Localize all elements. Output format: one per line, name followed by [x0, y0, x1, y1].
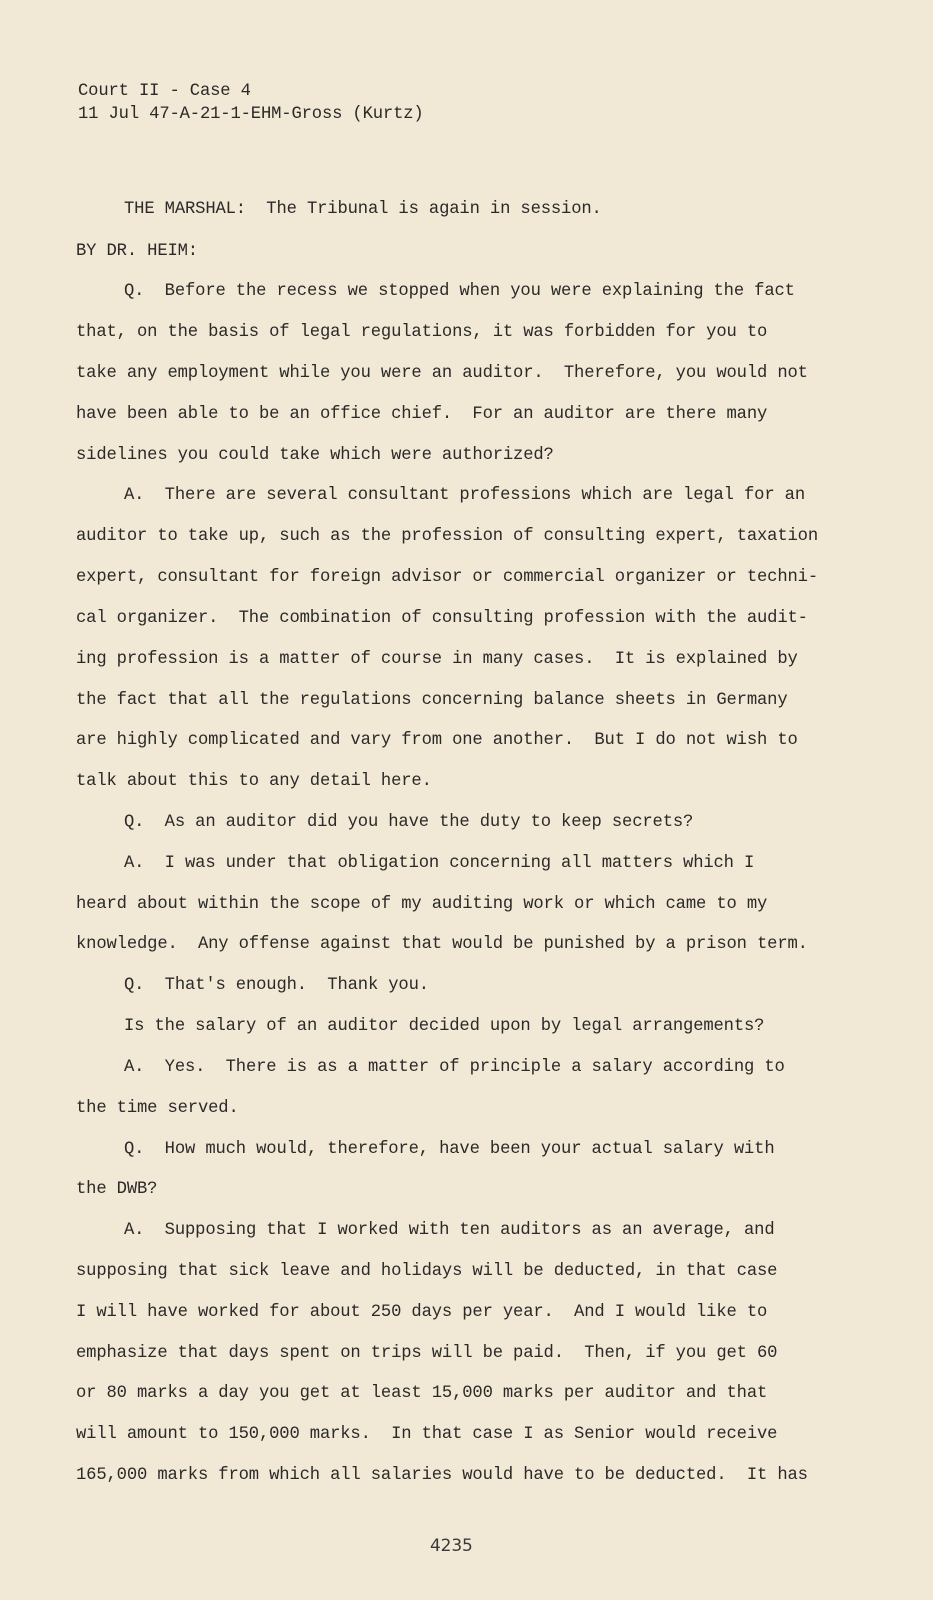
text-line: knowledge. Any offense against that would be punished by a prison term. [76, 935, 808, 954]
text-line: expert, consultant for foreign advisor or commercial organizer or techni- [76, 568, 818, 587]
text-line: A. Supposing that I worked with ten auditors as an average, and [124, 1221, 775, 1240]
text-line: A. There are several consultant professions which are legal for an [124, 486, 806, 505]
marshal-statement: THE MARSHAL: The Tribunal is again in session. [124, 200, 602, 219]
examiner-heading: BY DR. HEIM: [76, 242, 198, 261]
text-line: cal organizer. The combination of consulting profession with the audit- [76, 609, 808, 628]
text-line: Q. How much would, therefore, have been your actual salary with [124, 1140, 775, 1159]
text-line: the fact that all the regulations concerning balance sheets in Germany [76, 691, 788, 710]
reference-line: 11 Jul 47-A-21-1-EHM-Gross (Kurtz) [78, 105, 424, 124]
text-line: I will have worked for about 250 days per year. And I would like to [76, 1303, 768, 1322]
page-number: 4235 [430, 1536, 473, 1556]
text-line: A. I was under that obligation concerning all matters which I [124, 854, 755, 873]
text-line: ing profession is a matter of course in many cases. It is explained by [76, 650, 798, 669]
text-line: sidelines you could take which were authorized? [76, 446, 554, 465]
text-line: have been able to be an office chief. For an auditor are there many [76, 405, 768, 424]
text-line: are highly complicated and vary from one another. But I do not wish to [76, 731, 798, 750]
text-line: Is the salary of an auditor decided upon by legal arrangements? [124, 1017, 765, 1036]
text-line: talk about this to any detail here. [76, 772, 432, 791]
text-line: that, on the basis of legal regulations, it was forbidden for you to [76, 323, 768, 342]
text-line: Q. That's enough. Thank you. [124, 976, 429, 995]
text-line: 165,000 marks from which all salaries would have to be deducted. It has [76, 1466, 808, 1485]
text-line: the time served. [76, 1099, 239, 1118]
text-line: or 80 marks a day you get at least 15,000 marks per auditor and that [76, 1384, 768, 1403]
text-line: the DWB? [76, 1180, 158, 1199]
text-line: emphasize that days spent on trips will be paid. Then, if you get 60 [76, 1344, 778, 1363]
document-header [78, 80, 424, 126]
text-line: A. Yes. There is as a matter of principle a salary according to [124, 1058, 785, 1077]
text-line: supposing that sick leave and holidays will be deducted, in that case [76, 1262, 778, 1281]
text-line: will amount to 150,000 marks. In that case I as Senior would receive [76, 1425, 778, 1444]
text-line: take any employment while you were an auditor. Therefore, you would not [76, 364, 808, 383]
text-line: heard about within the scope of my auditing work or which came to my [76, 895, 768, 914]
text-line: auditor to take up, such as the profession of consulting expert, taxation [76, 527, 818, 546]
text-line: Q. As an auditor did you have the duty to keep secrets? [124, 813, 694, 832]
text-line: Q. Before the recess we stopped when you were explaining the fact [124, 282, 795, 301]
court-case-line: Court II - Case 4 [78, 82, 251, 101]
